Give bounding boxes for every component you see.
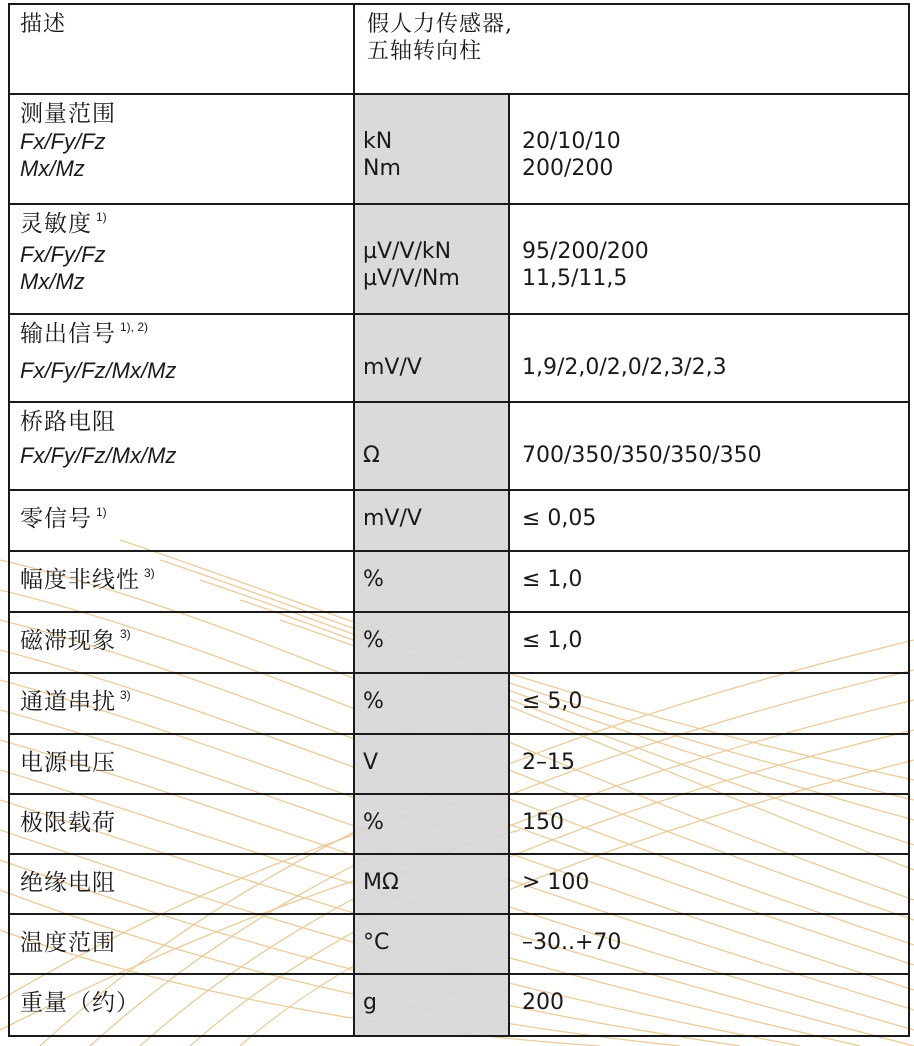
row-value: ≤ 1,0 bbox=[522, 567, 583, 592]
row-unit: mV/V bbox=[363, 506, 422, 531]
table-row bbox=[9, 314, 909, 402]
value-cell bbox=[509, 204, 909, 314]
row-unit: µV/V/Nm bbox=[363, 266, 460, 291]
row-label: 绝缘电阻 bbox=[20, 870, 116, 896]
row-sub-label: Fx/Fy/Fz/Mx/Mz bbox=[20, 443, 177, 468]
label-cell bbox=[9, 794, 354, 854]
row-label: 电源电压 bbox=[20, 750, 116, 776]
row-unit: % bbox=[363, 689, 384, 714]
row-unit: MΩ bbox=[363, 870, 399, 895]
label-cell bbox=[9, 673, 354, 734]
row-value: 200 bbox=[522, 990, 564, 1015]
row-value: 700/350/350/350/350 bbox=[522, 443, 762, 468]
label-cell bbox=[9, 490, 354, 551]
row-sub-label: Fx/Fy/Fz bbox=[20, 129, 106, 154]
row-label: 极限载荷 bbox=[20, 810, 116, 836]
value-cell bbox=[509, 673, 909, 734]
row-sub-label: Fx/Fy/Fz/Mx/Mz bbox=[20, 358, 177, 383]
row-unit: V bbox=[363, 750, 379, 775]
unit-cell bbox=[354, 551, 509, 612]
footnote-marker: 1) bbox=[96, 505, 107, 519]
row-value: 11,5/11,5 bbox=[522, 266, 628, 291]
row-value: 20/10/10 bbox=[522, 129, 621, 154]
row-sub-label: Mx/Mz bbox=[20, 269, 85, 294]
table-row bbox=[9, 204, 909, 314]
header-label-cell bbox=[9, 4, 354, 94]
unit-cell bbox=[354, 612, 509, 673]
row-label: 通道串扰 bbox=[20, 689, 116, 715]
table-row bbox=[9, 402, 909, 490]
label-cell bbox=[9, 914, 354, 974]
header-value-line2: 五轴转向柱 bbox=[367, 39, 483, 64]
value-cell bbox=[509, 854, 909, 914]
row-unit: % bbox=[363, 628, 384, 653]
table-row bbox=[9, 734, 909, 794]
row-unit: °C bbox=[363, 930, 390, 955]
row-unit: mV/V bbox=[363, 355, 422, 380]
label-cell bbox=[9, 94, 354, 204]
table-row bbox=[9, 490, 909, 551]
label-cell bbox=[9, 551, 354, 612]
unit-cell bbox=[354, 204, 509, 314]
table-row bbox=[9, 4, 909, 94]
table-row bbox=[9, 974, 909, 1036]
footnote-marker: 3) bbox=[120, 688, 131, 702]
unit-cell bbox=[354, 974, 509, 1036]
row-label: 重量（约） bbox=[20, 990, 140, 1016]
row-value: 1,9/2,0/2,0/2,3/2,3 bbox=[522, 355, 727, 380]
label-cell bbox=[9, 734, 354, 794]
row-unit: µV/V/kN bbox=[363, 239, 452, 264]
row-label: 零信号 bbox=[20, 506, 92, 532]
row-unit: % bbox=[363, 567, 384, 592]
value-cell bbox=[509, 612, 909, 673]
footnote-marker: 1) bbox=[96, 210, 107, 224]
row-unit: g bbox=[363, 990, 377, 1015]
row-label: 幅度非线性 bbox=[20, 567, 140, 593]
row-sub-label: Fx/Fy/Fz bbox=[20, 242, 106, 267]
row-value: ≤ 1,0 bbox=[522, 628, 583, 653]
unit-cell bbox=[354, 854, 509, 914]
label-cell bbox=[9, 974, 354, 1036]
row-value: 95/200/200 bbox=[522, 239, 649, 264]
table-row bbox=[9, 94, 909, 204]
row-value: 200/200 bbox=[522, 156, 614, 181]
value-cell bbox=[509, 914, 909, 974]
row-value: > 100 bbox=[522, 870, 590, 895]
value-cell bbox=[509, 314, 909, 402]
footnote-marker: 1), 2) bbox=[120, 320, 149, 334]
unit-cell bbox=[354, 673, 509, 734]
row-unit: Ω bbox=[363, 443, 380, 468]
value-cell bbox=[509, 551, 909, 612]
unit-cell bbox=[354, 794, 509, 854]
row-label: 灵敏度 bbox=[20, 211, 92, 237]
unit-cell bbox=[354, 314, 509, 402]
row-sub-label: Mx/Mz bbox=[20, 156, 85, 181]
value-cell bbox=[509, 94, 909, 204]
label-cell bbox=[9, 314, 354, 402]
label-cell bbox=[9, 402, 354, 490]
footnote-marker: 3) bbox=[120, 627, 131, 641]
row-label: 测量范围 bbox=[20, 101, 116, 127]
footnote-marker: 3) bbox=[144, 566, 155, 580]
header-label: 描述 bbox=[20, 12, 67, 37]
value-cell bbox=[509, 974, 909, 1036]
row-label: 磁滞现象 bbox=[20, 628, 116, 654]
value-cell bbox=[509, 402, 909, 490]
row-value: ≤ 5,0 bbox=[522, 689, 583, 714]
value-cell bbox=[509, 794, 909, 854]
table-row bbox=[9, 612, 909, 673]
row-value: 2–15 bbox=[522, 750, 575, 775]
label-cell bbox=[9, 204, 354, 314]
value-cell bbox=[509, 490, 909, 551]
table-row bbox=[9, 854, 909, 914]
spec-table bbox=[8, 3, 910, 1037]
unit-cell bbox=[354, 490, 509, 551]
label-cell bbox=[9, 612, 354, 673]
label-cell bbox=[9, 854, 354, 914]
row-label: 桥路电阻 bbox=[20, 409, 116, 435]
row-label: 温度范围 bbox=[20, 930, 116, 956]
row-value: ≤ 0,05 bbox=[522, 506, 597, 531]
unit-cell bbox=[354, 734, 509, 794]
unit-cell bbox=[354, 402, 509, 490]
row-unit: kN bbox=[363, 129, 393, 154]
row-unit: Nm bbox=[363, 156, 401, 181]
table-row bbox=[9, 914, 909, 974]
header-value-cell bbox=[354, 4, 909, 94]
value-cell bbox=[509, 734, 909, 794]
table-row bbox=[9, 673, 909, 734]
unit-cell bbox=[354, 914, 509, 974]
row-label: 输出信号 bbox=[20, 321, 116, 347]
header-value-line1: 假人力传感器, bbox=[367, 12, 513, 37]
unit-cell bbox=[354, 94, 509, 204]
row-value: –30..+70 bbox=[522, 930, 622, 955]
table-row bbox=[9, 794, 909, 854]
table-row bbox=[9, 551, 909, 612]
row-value: 150 bbox=[522, 810, 564, 835]
row-unit: % bbox=[363, 810, 384, 835]
